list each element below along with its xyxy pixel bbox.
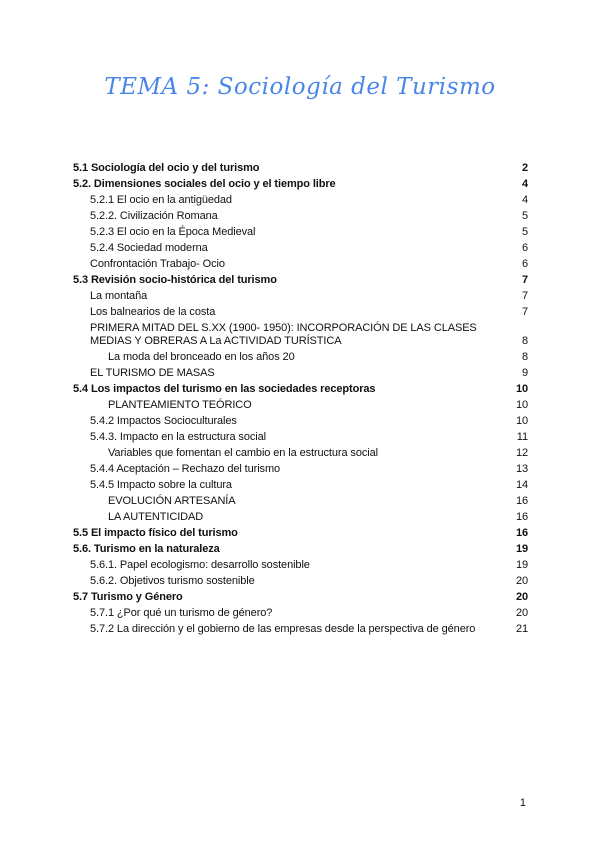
toc-entry-label: Variables que fomentan el cambio en la estructura social (108, 446, 378, 459)
toc-entry-label: 5.1 Sociología del ocio y del turismo (73, 161, 260, 174)
toc-entry-page: 4 (521, 193, 528, 206)
toc-entry-label: 5.4.2 Impactos Socioculturales (90, 414, 237, 427)
toc-entry-page: 12 (515, 446, 528, 459)
toc-entry-page: 20 (515, 574, 528, 587)
toc-entry-page: 11 (516, 430, 528, 443)
toc-entry-page: 4 (521, 177, 528, 190)
table-of-contents (73, 160, 528, 637)
toc-entry-page: 8 (521, 334, 528, 347)
toc-entry-page: 10 (515, 398, 528, 411)
toc-entry[interactable] (73, 429, 528, 445)
toc-entry-label: 5.3 Revisión socio-histórica del turismo (73, 273, 277, 286)
toc-entry-label: 5.6.1. Papel ecologismo: desarrollo sostenible (90, 558, 310, 571)
toc-entry[interactable] (73, 240, 528, 256)
toc-entry-label: 5.7 Turismo y Género (73, 590, 183, 603)
toc-entry-label: 5.4.4 Aceptación – Rechazo del turismo (90, 462, 281, 475)
toc-entry-page: 9 (521, 366, 528, 379)
toc-entry[interactable] (73, 176, 528, 192)
toc-entry[interactable] (73, 621, 528, 637)
toc-entry-label: 5.6. Turismo en la naturaleza (73, 542, 220, 555)
toc-entry[interactable] (73, 493, 528, 509)
toc-entry-label: PLANTEAMIENTO TEÓRICO (108, 398, 252, 411)
toc-entry[interactable] (73, 477, 528, 493)
page-number: 1 (519, 797, 526, 809)
toc-entry-page: 5 (521, 209, 528, 222)
toc-entry-label: 5.4 Los impactos del turismo en las sociedades receptoras (73, 382, 376, 395)
toc-entry-page: 13 (515, 462, 528, 475)
toc-entry-label: 5.2. Dimensiones sociales del ocio y el tiempo libre (73, 177, 336, 190)
toc-entry[interactable] (73, 573, 528, 589)
toc-entry-label: 5.5 El impacto físico del turismo (73, 526, 238, 539)
toc-entry[interactable] (73, 272, 528, 288)
toc-entry-label: EL TURISMO DE MASAS (90, 366, 215, 379)
toc-entry-page: 6 (521, 241, 528, 254)
toc-entry-label: 5.2.3 El ocio en la Época Medieval (90, 225, 256, 238)
toc-entry[interactable] (73, 224, 528, 240)
toc-entry[interactable] (73, 461, 528, 477)
toc-entry[interactable] (73, 397, 528, 413)
toc-entry[interactable] (73, 445, 528, 461)
toc-entry-label: 5.2.4 Sociedad moderna (90, 241, 208, 254)
toc-entry[interactable] (73, 605, 528, 621)
toc-entry-label: LA AUTENTICIDAD (108, 510, 204, 523)
toc-entry-page: 10 (515, 382, 528, 395)
toc-entry[interactable] (73, 509, 528, 525)
toc-entry-label: 5.4.5 Impacto sobre la cultura (90, 478, 232, 491)
toc-entry-label: 5.7.1 ¿Por qué un turismo de género? (90, 606, 273, 619)
toc-entry[interactable] (73, 381, 528, 397)
toc-entry-page: 16 (515, 494, 528, 507)
toc-entry[interactable] (73, 160, 528, 176)
toc-entry[interactable] (73, 413, 528, 429)
toc-entry[interactable] (73, 320, 528, 349)
toc-entry[interactable] (73, 192, 528, 208)
toc-entry-label: 5.6.2. Objetivos turismo sostenible (90, 574, 255, 587)
toc-entry-label: 5.2.2. Civilización Romana (90, 209, 218, 222)
toc-entry-page: 19 (515, 542, 528, 555)
toc-entry-page: 20 (515, 606, 528, 619)
toc-entry-label: La moda del bronceado en los años 20 (108, 350, 295, 363)
toc-entry-label: PRIMERA MITAD DEL S.XX (1900- 1950): INCORPORACIÓN DE LAS CLASES MEDIAS Y OBRERAS A La ACTIVIDAD TURÍSTICA (90, 321, 477, 347)
toc-entry-label: 5.2.1 El ocio en la antigüedad (90, 193, 232, 206)
toc-entry-page: 14 (515, 478, 528, 491)
toc-entry[interactable] (73, 256, 528, 272)
toc-entry-page: 16 (515, 510, 528, 523)
toc-entry[interactable] (73, 365, 528, 381)
toc-entry[interactable] (73, 288, 528, 304)
toc-entry-label: Los balnearios de la costa (90, 305, 216, 318)
toc-entry-label: 5.4.3. Impacto en la estructura social (90, 430, 266, 443)
toc-entry[interactable] (73, 525, 528, 541)
toc-entry-page: 2 (521, 161, 528, 174)
toc-entry[interactable] (73, 304, 528, 320)
toc-entry[interactable] (73, 208, 528, 224)
toc-entry-page: 6 (521, 257, 528, 270)
toc-entry-page: 5 (521, 225, 528, 238)
toc-entry-page: 8 (521, 350, 528, 363)
toc-entry-page: 16 (515, 526, 528, 539)
toc-entry-page: 7 (521, 289, 528, 302)
toc-entry-label: EVOLUCIÓN ARTESANÍA (108, 494, 236, 507)
toc-entry-page: 7 (521, 273, 528, 286)
toc-entry-page: 19 (515, 558, 528, 571)
document-title: TEMA 5: Sociología del Turismo (104, 74, 496, 100)
toc-entry-page: 21 (515, 622, 528, 635)
toc-entry-page: 20 (515, 590, 528, 603)
toc-entry-label: 5.7.2 La dirección y el gobierno de las empresas desde la perspectiva de género (90, 622, 476, 635)
toc-entry[interactable] (73, 349, 528, 365)
toc-entry-page: 10 (515, 414, 528, 427)
toc-entry[interactable] (73, 557, 528, 573)
toc-entry[interactable] (73, 589, 528, 605)
toc-entry-label: La montaña (90, 289, 148, 302)
toc-entry[interactable] (73, 541, 528, 557)
toc-entry-label: Confrontación Trabajo- Ocio (90, 257, 225, 270)
toc-entry-page: 7 (521, 305, 528, 318)
